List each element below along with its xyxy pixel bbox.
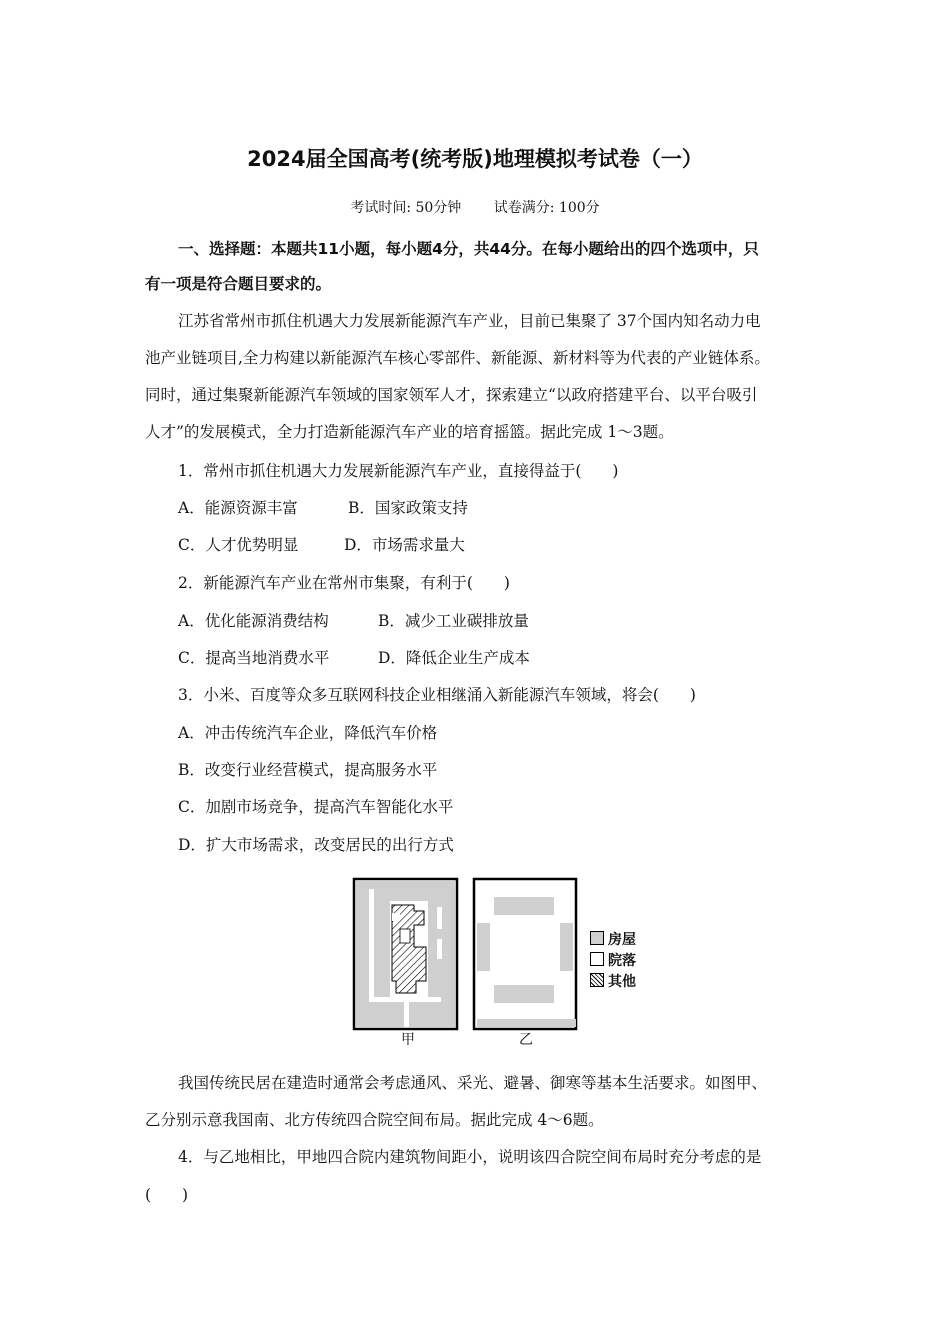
- courtyard-figure: [352, 877, 642, 1047]
- other-swatch: [590, 973, 604, 987]
- question-1-option-b: B．国家政策支持: [348, 499, 468, 517]
- question-2-option-d: D．降低企业生产成本: [378, 649, 530, 667]
- courtyard-north: [474, 879, 576, 1029]
- question-1-option-c: C．人才优势明显: [178, 536, 299, 554]
- passage2-line: 乙分别示意我国南、北方传统四合院空间布局。据此完成 4～6题。: [145, 1111, 604, 1129]
- passage2-line: 我国传统民居在建造时通常会考虑通风、采光、避暑、御寒等基本生活要求。如图甲、: [178, 1074, 768, 1092]
- figure-label-yi: 乙: [519, 1032, 533, 1048]
- legend-other: 其他: [590, 971, 636, 991]
- question-1-stem: 1．常州市抓住机遇大力发展新能源汽车产业，直接得益于( ): [178, 462, 619, 480]
- question-2-option-c: C．提高当地消费水平: [178, 649, 330, 667]
- question-3-option-d: D．扩大市场需求，改变居民的出行方式: [178, 836, 454, 854]
- legend-house: 房屋: [590, 929, 636, 949]
- question-3-stem: 3．小米、百度等众多互联网科技企业相继涌入新能源汽车领域，将会( ): [178, 686, 696, 704]
- legend-yard: 院落: [590, 950, 636, 970]
- section-heading-line2: 有一项是符合题目要求的。: [145, 275, 332, 293]
- page-title: 2024届全国高考(统考版)地理模拟考试卷（一）: [247, 147, 703, 171]
- house-swatch: [590, 931, 604, 945]
- passage1-line: 同时，通过集聚新能源汽车领域的国家领军人才，探索建立“以政府搭建平台、以平台吸引: [145, 386, 758, 404]
- exam-score: 试卷满分: 100分: [493, 200, 600, 216]
- question-4-blank: ( ): [145, 1186, 189, 1204]
- question-1-option-d: D．市场需求量大: [344, 536, 465, 554]
- exam-time: 考试时间: 50分钟: [350, 200, 462, 216]
- passage1-line: 池产业链项目,全力构建以新能源汽车核心零部件、新能源、新材料等为代表的产业链体系。: [145, 349, 770, 367]
- exam-meta: [0, 197, 950, 217]
- question-2-option-b: B．减少工业碳排放量: [378, 612, 529, 630]
- question-2-stem: 2．新能源汽车产业在常州市集聚，有利于( ): [178, 574, 510, 592]
- figure-label-jia: 甲: [401, 1032, 415, 1048]
- question-1-option-a: A．能源资源丰富: [178, 499, 298, 517]
- question-3-option-c: C．加剧市场竞争，提高汽车智能化水平: [178, 798, 454, 816]
- question-4-stem: 4．与乙地相比，甲地四合院内建筑物间距小，说明该四合院空间布局时充分考虑的是: [178, 1148, 762, 1166]
- passage1-line: 江苏省常州市抓住机遇大力发展新能源汽车产业，目前已集聚了 37个国内知名动力电: [178, 312, 761, 330]
- passage1-line: 人才”的发展模式，全力打造新能源汽车产业的培育摇篮。据此完成 1～3题。: [145, 423, 674, 441]
- yard-swatch: [590, 952, 604, 966]
- courtyard-south: [354, 879, 457, 1029]
- question-3-option-b: B．改变行业经营模式，提高服务水平: [178, 761, 438, 779]
- section-heading-line1: 一、选择题：本题共11小题，每小题4分，共44分。在每小题给出的四个选项中，只: [178, 240, 759, 258]
- question-3-option-a: A．冲击传统汽车企业，降低汽车价格: [178, 724, 438, 742]
- question-2-option-a: A．优化能源消费结构: [178, 612, 329, 630]
